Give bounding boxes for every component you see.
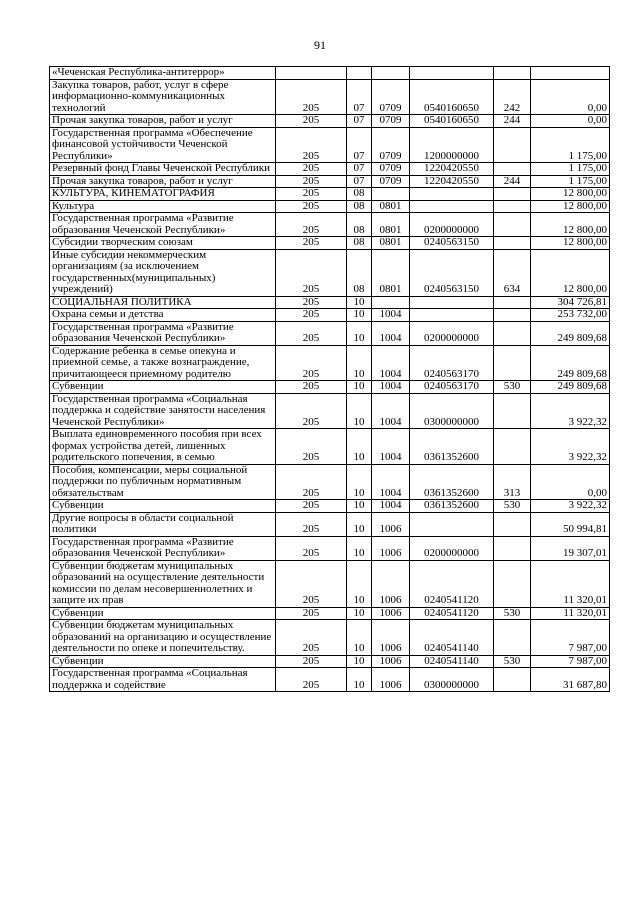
cell-name: Другие вопросы в области социальной политики (50, 512, 276, 536)
cell-section: 10 (347, 296, 372, 309)
cell-admin: 205 (276, 500, 347, 513)
cell-subsection: 1006 (372, 607, 410, 620)
cell-amount: 249 809,68 (531, 345, 610, 381)
cell-admin: 205 (276, 655, 347, 668)
cell-admin: 205 (276, 79, 347, 115)
cell-admin (276, 67, 347, 80)
cell-target-code: 0200000000 (410, 213, 494, 237)
cell-target-code: 0240541120 (410, 560, 494, 607)
cell-subsection: 1006 (372, 560, 410, 607)
cell-name: Государственная программа «Обеспечение финансовой устойчивости Чеченской Республики» (50, 127, 276, 163)
cell-expense-type: 244 (494, 175, 531, 188)
cell-amount: 7 987,00 (531, 655, 610, 668)
cell-subsection: 1004 (372, 345, 410, 381)
cell-section: 08 (347, 249, 372, 296)
table-row (50, 655, 610, 668)
cell-name: Закупка товаров, работ, услуг в сфере информационно-коммуникационных технологий (50, 79, 276, 115)
cell-section: 10 (347, 500, 372, 513)
cell-subsection: 1006 (372, 668, 410, 692)
cell-admin: 205 (276, 127, 347, 163)
cell-amount: 11 320,01 (531, 560, 610, 607)
cell-expense-type (494, 237, 531, 250)
cell-subsection: 1006 (372, 620, 410, 656)
cell-section: 10 (347, 393, 372, 429)
cell-expense-type (494, 67, 531, 80)
cell-target-code: 0240541140 (410, 655, 494, 668)
cell-admin: 205 (276, 213, 347, 237)
cell-name: Субвенции бюджетам муниципальных образований на организацию и осуществление деятельности по опеке и попечительству. (50, 620, 276, 656)
cell-name: «Чеченская Республика-антитеррор» (50, 67, 276, 80)
cell-subsection: 1004 (372, 393, 410, 429)
cell-expense-type (494, 309, 531, 322)
cell-admin: 205 (276, 429, 347, 465)
cell-amount: 249 809,68 (531, 321, 610, 345)
cell-name: Прочая закупка товаров, работ и услуг (50, 175, 276, 188)
cell-amount: 304 726,81 (531, 296, 610, 309)
table-row (50, 393, 610, 429)
cell-admin: 205 (276, 536, 347, 560)
cell-section: 10 (347, 309, 372, 322)
cell-expense-type (494, 213, 531, 237)
cell-target-code (410, 67, 494, 80)
cell-section: 07 (347, 115, 372, 128)
cell-expense-type: 244 (494, 115, 531, 128)
cell-admin: 205 (276, 381, 347, 394)
cell-name: Выплата единовременного пособия при всех формах устройства детей, лишенных родительского попечения, в семью (50, 429, 276, 465)
cell-admin: 205 (276, 607, 347, 620)
table-row (50, 381, 610, 394)
cell-amount: 3 922,32 (531, 429, 610, 465)
cell-section: 10 (347, 536, 372, 560)
cell-name: Государственная программа «Развитие образования Чеченской Республики» (50, 536, 276, 560)
cell-admin: 205 (276, 393, 347, 429)
cell-expense-type (494, 163, 531, 176)
cell-subsection: 0709 (372, 127, 410, 163)
cell-target-code: 0240563150 (410, 249, 494, 296)
cell-expense-type: 530 (494, 500, 531, 513)
cell-section: 10 (347, 429, 372, 465)
cell-expense-type (494, 296, 531, 309)
cell-expense-type (494, 188, 531, 201)
cell-admin: 205 (276, 115, 347, 128)
cell-admin: 205 (276, 163, 347, 176)
table-row (50, 536, 610, 560)
table-row (50, 163, 610, 176)
cell-expense-type (494, 560, 531, 607)
page-number: 91 (314, 38, 326, 52)
cell-subsection: 0801 (372, 249, 410, 296)
cell-target-code: 0361352600 (410, 429, 494, 465)
cell-admin: 205 (276, 237, 347, 250)
cell-name: Государственная программа «Развитие образования Чеченской Республики» (50, 213, 276, 237)
cell-subsection: 0801 (372, 237, 410, 250)
table-row (50, 79, 610, 115)
cell-expense-type (494, 429, 531, 465)
cell-name: КУЛЬТУРА, КИНЕМАТОГРАФИЯ (50, 188, 276, 201)
cell-amount: 12 800,00 (531, 213, 610, 237)
cell-section: 08 (347, 213, 372, 237)
cell-subsection: 0709 (372, 79, 410, 115)
cell-name: Иные субсидии некоммерческим организациям (за исключением государственных(муниципальных) учреждений) (50, 249, 276, 296)
cell-amount: 11 320,01 (531, 607, 610, 620)
cell-name: Содержание ребенка в семье опекуна и приемной семье, а также вознаграждение, причитающееся приемному родителю (50, 345, 276, 381)
cell-section: 10 (347, 321, 372, 345)
cell-name: Государственная программа «Социальная поддержка и содействие (50, 668, 276, 692)
cell-target-code: 0240563170 (410, 345, 494, 381)
table-row (50, 620, 610, 656)
cell-target-code (410, 512, 494, 536)
cell-amount: 253 732,00 (531, 309, 610, 322)
budget-table (49, 66, 610, 692)
cell-target-code: 1220420550 (410, 163, 494, 176)
cell-target-code: 0240541120 (410, 607, 494, 620)
cell-subsection (372, 188, 410, 201)
cell-amount: 1 175,00 (531, 175, 610, 188)
cell-subsection: 0801 (372, 213, 410, 237)
table-row (50, 188, 610, 201)
cell-admin: 205 (276, 464, 347, 500)
cell-amount: 12 800,00 (531, 200, 610, 213)
table-row (50, 67, 610, 80)
cell-expense-type: 313 (494, 464, 531, 500)
cell-target-code (410, 200, 494, 213)
cell-section: 08 (347, 237, 372, 250)
cell-admin: 205 (276, 620, 347, 656)
cell-amount: 50 994,81 (531, 512, 610, 536)
cell-target-code: 0540160650 (410, 115, 494, 128)
cell-admin: 205 (276, 296, 347, 309)
cell-expense-type (494, 393, 531, 429)
table-row (50, 512, 610, 536)
cell-expense-type (494, 620, 531, 656)
cell-target-code: 0200000000 (410, 321, 494, 345)
table-row (50, 213, 610, 237)
cell-section: 10 (347, 345, 372, 381)
cell-amount: 3 922,32 (531, 500, 610, 513)
cell-section: 10 (347, 464, 372, 500)
cell-section: 10 (347, 655, 372, 668)
table-row (50, 464, 610, 500)
cell-name: Субвенции (50, 500, 276, 513)
cell-expense-type (494, 668, 531, 692)
cell-amount: 3 922,32 (531, 393, 610, 429)
cell-target-code: 1220420550 (410, 175, 494, 188)
cell-section: 07 (347, 175, 372, 188)
cell-name: Культура (50, 200, 276, 213)
cell-subsection: 1006 (372, 512, 410, 536)
cell-expense-type (494, 321, 531, 345)
cell-admin: 205 (276, 512, 347, 536)
table-row (50, 175, 610, 188)
cell-target-code (410, 188, 494, 201)
cell-amount: 12 800,00 (531, 237, 610, 250)
cell-target-code: 0361352600 (410, 464, 494, 500)
cell-section: 10 (347, 620, 372, 656)
cell-section: 07 (347, 163, 372, 176)
cell-subsection: 1006 (372, 536, 410, 560)
cell-name: Субвенции (50, 381, 276, 394)
table-row (50, 127, 610, 163)
cell-admin: 205 (276, 345, 347, 381)
cell-target-code: 0200000000 (410, 536, 494, 560)
cell-expense-type: 530 (494, 381, 531, 394)
cell-amount: 7 987,00 (531, 620, 610, 656)
table-row (50, 249, 610, 296)
cell-target-code: 1200000000 (410, 127, 494, 163)
cell-section: 10 (347, 668, 372, 692)
cell-name: Субсидии творческим союзам (50, 237, 276, 250)
cell-target-code: 0240563150 (410, 237, 494, 250)
cell-amount: 31 687,80 (531, 668, 610, 692)
cell-admin: 205 (276, 668, 347, 692)
cell-target-code: 0540160650 (410, 79, 494, 115)
cell-expense-type: 242 (494, 79, 531, 115)
cell-expense-type (494, 536, 531, 560)
table-row (50, 309, 610, 322)
cell-name: Государственная программа «Развитие образования Чеченской Республики» (50, 321, 276, 345)
cell-name: СОЦИАЛЬНАЯ ПОЛИТИКА (50, 296, 276, 309)
cell-section: 08 (347, 188, 372, 201)
cell-amount: 1 175,00 (531, 163, 610, 176)
cell-admin: 205 (276, 188, 347, 201)
cell-name: Государственная программа «Социальная поддержка и содействие занятости населения Чеченской Республики» (50, 393, 276, 429)
cell-amount: 12 800,00 (531, 188, 610, 201)
cell-subsection: 0709 (372, 163, 410, 176)
cell-admin: 205 (276, 200, 347, 213)
cell-subsection: 1004 (372, 381, 410, 394)
cell-admin: 205 (276, 175, 347, 188)
cell-target-code (410, 296, 494, 309)
cell-section: 07 (347, 127, 372, 163)
table-row (50, 115, 610, 128)
cell-section: 10 (347, 560, 372, 607)
cell-amount: 0,00 (531, 79, 610, 115)
cell-subsection: 1004 (372, 321, 410, 345)
cell-expense-type (494, 345, 531, 381)
table-row (50, 345, 610, 381)
cell-expense-type (494, 200, 531, 213)
table-row (50, 560, 610, 607)
cell-name: Прочая закупка товаров, работ и услуг (50, 115, 276, 128)
cell-target-code (410, 309, 494, 322)
cell-target-code: 0361352600 (410, 500, 494, 513)
cell-subsection (372, 67, 410, 80)
cell-section: 08 (347, 200, 372, 213)
cell-section: 07 (347, 79, 372, 115)
table-row (50, 668, 610, 692)
cell-name: Охрана семьи и детства (50, 309, 276, 322)
cell-name: Субвенции бюджетам муниципальных образований на осуществление деятельности комиссии по делам несовершеннолетних и защите их прав (50, 560, 276, 607)
cell-name: Субвенции (50, 607, 276, 620)
cell-subsection: 1004 (372, 500, 410, 513)
cell-amount: 12 800,00 (531, 249, 610, 296)
cell-subsection: 0709 (372, 115, 410, 128)
cell-subsection: 1004 (372, 309, 410, 322)
cell-subsection: 0801 (372, 200, 410, 213)
table-row (50, 237, 610, 250)
cell-expense-type: 634 (494, 249, 531, 296)
cell-admin: 205 (276, 309, 347, 322)
cell-expense-type: 530 (494, 655, 531, 668)
cell-expense-type: 530 (494, 607, 531, 620)
cell-section: 10 (347, 607, 372, 620)
cell-admin: 205 (276, 249, 347, 296)
cell-name: Пособия, компенсации, меры социальной поддержки по публичным нормативным обязательствам (50, 464, 276, 500)
cell-amount (531, 67, 610, 80)
cell-target-code: 0300000000 (410, 393, 494, 429)
cell-amount: 19 307,01 (531, 536, 610, 560)
cell-target-code: 0300000000 (410, 668, 494, 692)
cell-expense-type (494, 512, 531, 536)
cell-amount: 249 809,68 (531, 381, 610, 394)
cell-subsection: 1004 (372, 429, 410, 465)
cell-expense-type (494, 127, 531, 163)
table-row (50, 607, 610, 620)
cell-section: 10 (347, 381, 372, 394)
cell-admin: 205 (276, 560, 347, 607)
table-row (50, 200, 610, 213)
cell-name: Субвенции (50, 655, 276, 668)
cell-amount: 1 175,00 (531, 127, 610, 163)
table-row (50, 429, 610, 465)
cell-name: Резервный фонд Главы Чеченской Республики (50, 163, 276, 176)
cell-target-code: 0240563170 (410, 381, 494, 394)
cell-section (347, 67, 372, 80)
cell-subsection: 1004 (372, 464, 410, 500)
cell-subsection: 1006 (372, 655, 410, 668)
cell-subsection (372, 296, 410, 309)
cell-section: 10 (347, 512, 372, 536)
cell-subsection: 0709 (372, 175, 410, 188)
cell-amount: 0,00 (531, 115, 610, 128)
table-row (50, 500, 610, 513)
cell-amount: 0,00 (531, 464, 610, 500)
cell-admin: 205 (276, 321, 347, 345)
cell-target-code: 0240541140 (410, 620, 494, 656)
table-row (50, 296, 610, 309)
table-row (50, 321, 610, 345)
